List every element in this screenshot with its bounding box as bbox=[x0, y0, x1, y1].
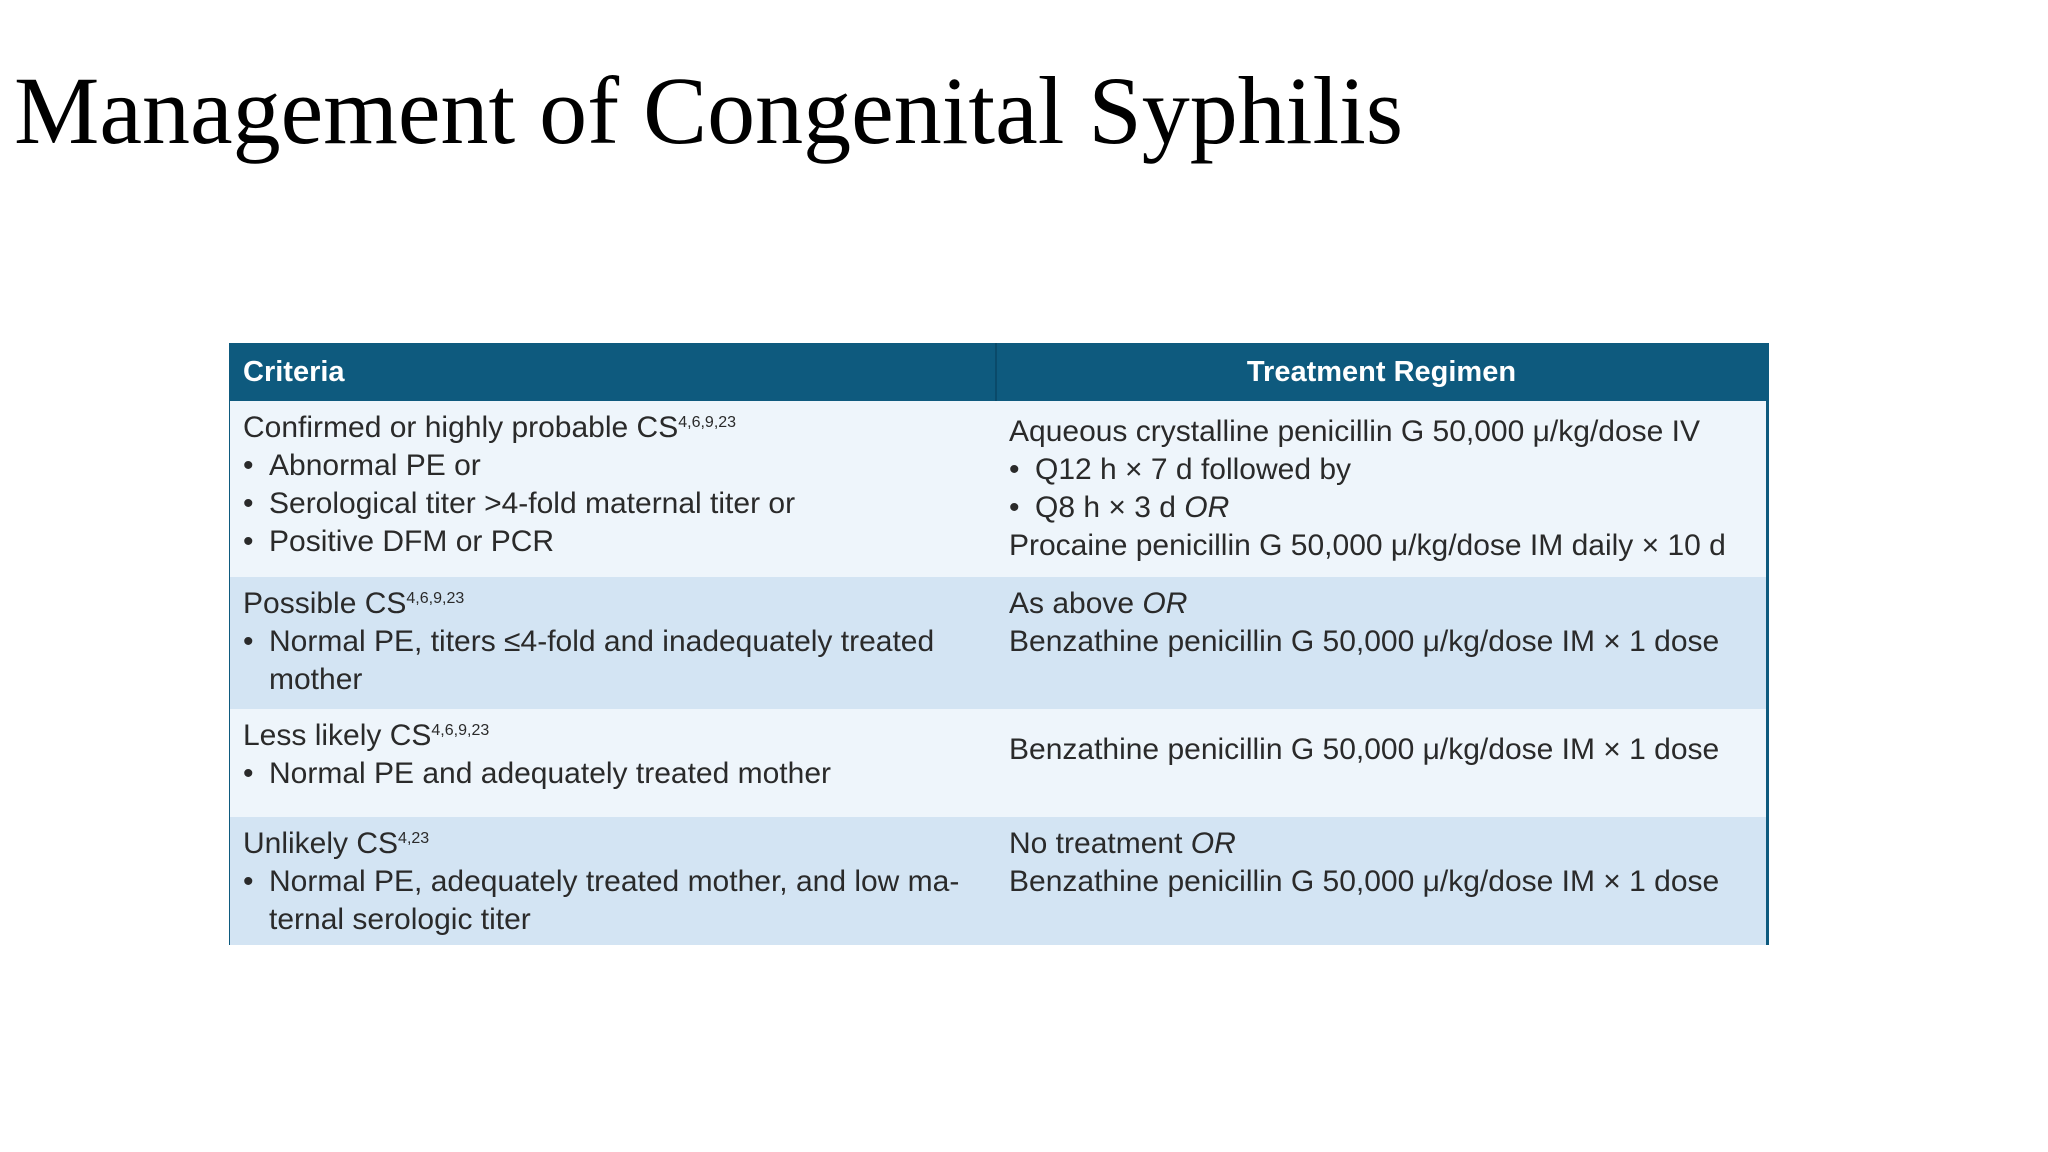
reference-superscript: 4,6,9,23 bbox=[406, 590, 465, 607]
regimen-line: Benzathine penicillin G 50,000 μ/kg/dose IM × 1 dose bbox=[1009, 733, 1720, 766]
reference-superscript: 4,23 bbox=[398, 830, 430, 847]
regimen-item: • Q8 h × 3 d OR bbox=[1009, 489, 1753, 527]
reference-superscript: 4,6,9,23 bbox=[431, 722, 490, 739]
criteria-cell bbox=[230, 709, 996, 817]
criteria-title: Unlikely CS$^{4,23}$ bbox=[243, 827, 430, 860]
criteria-item: • Normal PE, adequately treated mother, and low ma-ternal serologic titer bbox=[243, 863, 983, 939]
table-row-possible bbox=[230, 577, 1766, 709]
table-row-less-likely bbox=[230, 709, 1766, 817]
criteria-list bbox=[243, 863, 983, 939]
regimen-line: Procaine penicillin G 50,000 μ/kg/dose IM daily × 10 d bbox=[1009, 529, 1726, 562]
criteria-item: • Abnormal PE or bbox=[243, 447, 983, 485]
treatment-table bbox=[229, 343, 1769, 945]
criteria-title: Possible CS$^{4,6,9,23}$ bbox=[243, 587, 465, 620]
regimen-item: • Q12 h × 7 d followed by bbox=[1009, 451, 1753, 489]
table-row-confirmed bbox=[230, 401, 1766, 577]
regimen-cell bbox=[996, 709, 1766, 817]
regimen-line: Aqueous crystalline penicillin G 50,000 μ/kg/dose IV bbox=[1009, 415, 1701, 448]
slide-title: Management of Congenital Syphilis bbox=[14, 57, 1404, 164]
criteria-cell bbox=[230, 401, 996, 577]
regimen-header: Treatment Regimen bbox=[996, 343, 1766, 401]
regimen-cell bbox=[996, 401, 1766, 577]
criteria-item: • Serological titer >4-fold maternal titer or bbox=[243, 485, 983, 523]
criteria-title: Less likely CS$^{4,6,9,23}$ bbox=[243, 719, 490, 752]
regimen-cell bbox=[996, 577, 1766, 709]
criteria-item: • Normal PE and adequately treated mother bbox=[243, 755, 983, 793]
criteria-cell bbox=[230, 817, 996, 945]
regimen-line: Benzathine penicillin G 50,000 μ/kg/dose IM × 1 dose bbox=[1009, 865, 1720, 898]
regimen-line: Benzathine penicillin G 50,000 μ/kg/dose IM × 1 dose bbox=[1009, 625, 1720, 658]
regimen-cell bbox=[996, 817, 1766, 945]
criteria-list bbox=[243, 447, 983, 561]
criteria-list bbox=[243, 623, 983, 699]
table-row-unlikely bbox=[230, 817, 1766, 945]
criteria-cell bbox=[230, 577, 996, 709]
criteria-header: Criteria bbox=[230, 343, 996, 401]
reference-superscript: 4,6,9,23 bbox=[678, 414, 737, 431]
criteria-item: • Normal PE, titers ≤4-fold and inadequately treated mother bbox=[243, 623, 983, 699]
regimen-line: As above OR bbox=[1009, 587, 1188, 620]
regimen-list bbox=[1009, 451, 1753, 527]
table-header-row bbox=[230, 343, 1766, 401]
criteria-title: Confirmed or highly probable CS$^{4,6,9,23}$ bbox=[243, 411, 737, 444]
criteria-list bbox=[243, 755, 983, 793]
criteria-item: • Positive DFM or PCR bbox=[243, 523, 983, 561]
regimen-line: No treatment OR bbox=[1009, 827, 1236, 860]
